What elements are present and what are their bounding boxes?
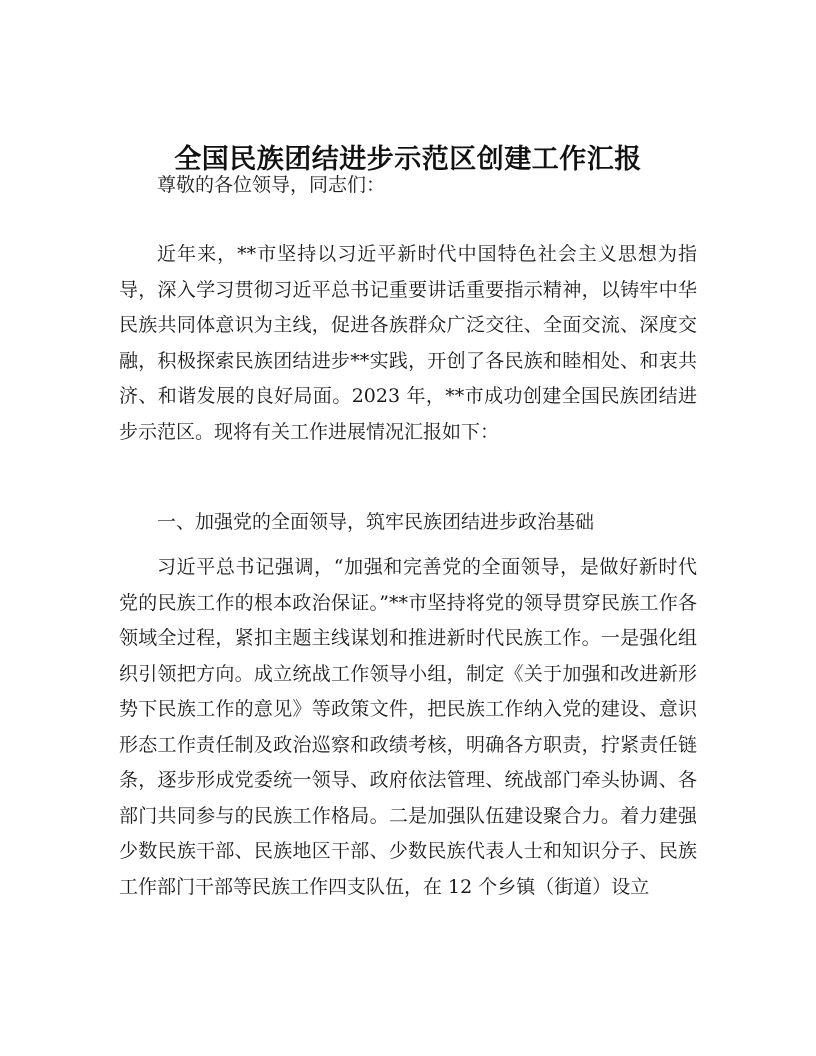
paragraph-2: 习近平总书记强调，“加强和完善党的全面领导，是做好新时代党的民族工作的根本政治保证。”**市坚持将党的领导贯穿民族工作各领域全过程，紧扣主题主线谋划和推进新时代民族工作。一是强化组织引领把方向。成立统战工作领导小组，制定《关于加强和改进新形势下民族工作的意见》等政策文件，把民族工作纳入党的建设、意识形态工作责任制及政治巡察和政绩考核，明确各方职责，拧紧责任链条，逐步形成党委统一领导、政府依法管理、统战部门牵头协调、各部门共同参与的民族工作格局。二是加强队伍建设聚合力。着力建强少数民族干部、民族地区干部、少数民族代表人士和知识分子、民族工作部门干部等民族工作四支队伍，在 12 个乡镇（街道）设立 xyxy=(119,556,697,898)
paragraph-1-block xyxy=(119,237,697,450)
paragraph-2-block xyxy=(119,550,697,905)
section-heading-1-block xyxy=(119,505,697,541)
section-heading-1: 一、加强党的全面领导，筑牢民族团结进步政治基础 xyxy=(157,511,595,533)
document-title: 全国民族团结进步示范区创建工作汇报 xyxy=(174,144,642,175)
paragraph-1: 近年来，**市坚持以习近平新时代中国特色社会主义思想为指导，深入学习贯彻习近平总书记重要讲话重要指示精神，以铸牢中华民族共同体意识为主线，促进各族群众广泛交往、全面交流、深度交融，积极探索民族团结进步**实践，开创了各民族和睦相处、和衷共济、和谐发展的良好局面。2023 年，**市成功创建全国民族团结进步示范区。现将有关工作进展情况汇报如下： xyxy=(119,243,697,443)
salutation-block xyxy=(119,168,697,204)
salutation: 尊敬的各位领导，同志们： xyxy=(157,174,386,196)
